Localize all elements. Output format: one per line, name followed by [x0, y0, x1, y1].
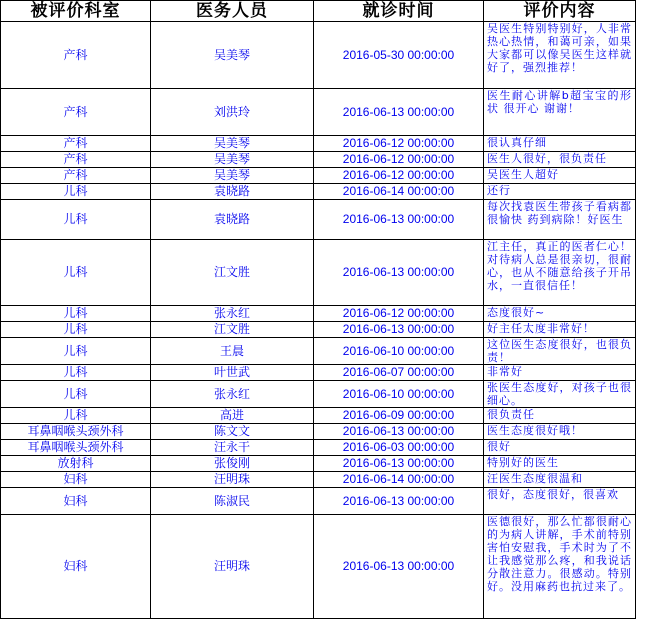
visit-time-cell: 2016-06-13 00:00:00 — [314, 322, 484, 338]
visit-time-cell: 2016-06-13 00:00:00 — [314, 89, 484, 136]
staff-cell: 吴美琴 — [151, 22, 314, 89]
staff-cell: 袁晓路 — [151, 184, 314, 200]
visit-time-cell: 2016-06-12 00:00:00 — [314, 152, 484, 168]
department-cell: 产科 — [1, 152, 151, 168]
department-cell: 儿科 — [1, 184, 151, 200]
department-cell: 儿科 — [1, 408, 151, 424]
department-cell: 妇科 — [1, 488, 151, 515]
visit-time-cell: 2016-06-09 00:00:00 — [314, 408, 484, 424]
staff-cell: 叶世武 — [151, 365, 314, 381]
review-cell: 非常好 — [484, 365, 636, 381]
table-row — [1, 22, 636, 89]
department-cell: 产科 — [1, 89, 151, 136]
table-row — [1, 488, 636, 515]
department-cell: 儿科 — [1, 365, 151, 381]
staff-cell: 高进 — [151, 408, 314, 424]
table-row — [1, 168, 636, 184]
review-cell: 好主任太度非常好！ — [484, 322, 636, 338]
review-cell: 江主任，真正的医者仁心！对待病人总是很亲切，很耐心，也从不随意给孩子开吊水，一直很信任！ — [484, 240, 636, 306]
visit-time-cell: 2016-06-14 00:00:00 — [314, 184, 484, 200]
table-row — [1, 472, 636, 488]
staff-cell: 江文胜 — [151, 322, 314, 338]
staff-cell: 陈文文 — [151, 424, 314, 440]
table-row — [1, 456, 636, 472]
department-cell: 放射科 — [1, 456, 151, 472]
department-cell: 产科 — [1, 22, 151, 89]
staff-cell: 张永红 — [151, 306, 314, 322]
department-cell: 妇科 — [1, 472, 151, 488]
department-cell: 儿科 — [1, 338, 151, 365]
department-cell: 产科 — [1, 136, 151, 152]
review-cell: 吴医生人超好 — [484, 168, 636, 184]
visit-time-cell: 2016-06-12 00:00:00 — [314, 136, 484, 152]
review-cell: 医生人很好，很负责任 — [484, 152, 636, 168]
review-cell: 特别好的医生 — [484, 456, 636, 472]
staff-cell: 王晨 — [151, 338, 314, 365]
review-cell: 张医生态度好，对孩子也很细心。 — [484, 381, 636, 408]
table-row — [1, 240, 636, 306]
staff-cell: 吴美琴 — [151, 152, 314, 168]
table-row — [1, 322, 636, 338]
review-cell: 每次找袁医生带孩子看病都很愉快 药到病除！好医生 — [484, 200, 636, 240]
review-cell: 很负责任 — [484, 408, 636, 424]
visit-time-cell: 2016-06-13 00:00:00 — [314, 456, 484, 472]
department-cell: 耳鼻咽喉头颈外科 — [1, 440, 151, 456]
review-cell: 吴医生特别特别好，人非常热心热情，和蔼可亲，如果大家都可以像吴医生这样就好了，强烈推荐！ — [484, 22, 636, 89]
department-cell: 儿科 — [1, 322, 151, 338]
table-row — [1, 184, 636, 200]
header-review: 评价内容 — [484, 1, 636, 22]
department-cell: 儿科 — [1, 240, 151, 306]
table-row — [1, 408, 636, 424]
staff-cell: 汪明珠 — [151, 472, 314, 488]
table-row — [1, 515, 636, 619]
department-cell: 儿科 — [1, 381, 151, 408]
table-row — [1, 152, 636, 168]
visit-time-cell: 2016-06-03 00:00:00 — [314, 440, 484, 456]
visit-time-cell: 2016-06-12 00:00:00 — [314, 168, 484, 184]
review-cell: 很好，态度很好，很喜欢 — [484, 488, 636, 515]
header-row — [1, 1, 636, 22]
staff-cell: 张永红 — [151, 381, 314, 408]
staff-cell: 汪永干 — [151, 440, 314, 456]
visit-time-cell: 2016-06-13 00:00:00 — [314, 488, 484, 515]
staff-cell: 江文胜 — [151, 240, 314, 306]
table-row — [1, 200, 636, 240]
review-cell: 汪医生态度很温和 — [484, 472, 636, 488]
department-cell: 妇科 — [1, 515, 151, 619]
visit-time-cell: 2016-06-10 00:00:00 — [314, 338, 484, 365]
visit-time-cell: 2016-06-13 00:00:00 — [314, 240, 484, 306]
staff-cell: 张俊刚 — [151, 456, 314, 472]
review-cell: 医生耐心讲解b超宝宝的形状 很开心 谢谢！ — [484, 89, 636, 136]
department-cell: 产科 — [1, 168, 151, 184]
visit-time-cell: 2016-06-13 00:00:00 — [314, 424, 484, 440]
review-cell: 这位医生态度很好，也很负责！ — [484, 338, 636, 365]
table-row — [1, 306, 636, 322]
table-row — [1, 440, 636, 456]
header-staff: 医务人员 — [151, 1, 314, 22]
table-row — [1, 338, 636, 365]
review-cell: 医德很好，那么忙都很耐心的为病人讲解，手术前特别害怕安慰我，手术时为了不让我感觉那么疼，和我说话分散注意力。很感动。特别好。没用麻药也抗过来了。 — [484, 515, 636, 619]
table-row — [1, 365, 636, 381]
review-cell: 还行 — [484, 184, 636, 200]
visit-time-cell: 2016-05-30 00:00:00 — [314, 22, 484, 89]
visit-time-cell: 2016-06-14 00:00:00 — [314, 472, 484, 488]
department-cell: 儿科 — [1, 306, 151, 322]
header-visit-time: 就诊时间 — [314, 1, 484, 22]
table-row — [1, 89, 636, 136]
visit-time-cell: 2016-06-13 00:00:00 — [314, 200, 484, 240]
staff-cell: 吴美琴 — [151, 136, 314, 152]
department-cell: 耳鼻咽喉头颈外科 — [1, 424, 151, 440]
table-row — [1, 424, 636, 440]
visit-time-cell: 2016-06-12 00:00:00 — [314, 306, 484, 322]
table-row — [1, 381, 636, 408]
staff-cell: 吴美琴 — [151, 168, 314, 184]
department-cell: 儿科 — [1, 200, 151, 240]
staff-cell: 汪明珠 — [151, 515, 314, 619]
staff-cell: 刘洪玲 — [151, 89, 314, 136]
review-cell: 很好 — [484, 440, 636, 456]
visit-time-cell: 2016-06-10 00:00:00 — [314, 381, 484, 408]
review-cell: 医生态度很好哦！ — [484, 424, 636, 440]
table-row — [1, 136, 636, 152]
staff-cell: 袁晓路 — [151, 200, 314, 240]
staff-cell: 陈淑民 — [151, 488, 314, 515]
header-department: 被评价科室 — [1, 1, 151, 22]
review-cell: 态度很好~ — [484, 306, 636, 322]
visit-time-cell: 2016-06-07 00:00:00 — [314, 365, 484, 381]
visit-time-cell: 2016-06-13 00:00:00 — [314, 515, 484, 619]
review-cell: 很认真仔细 — [484, 136, 636, 152]
